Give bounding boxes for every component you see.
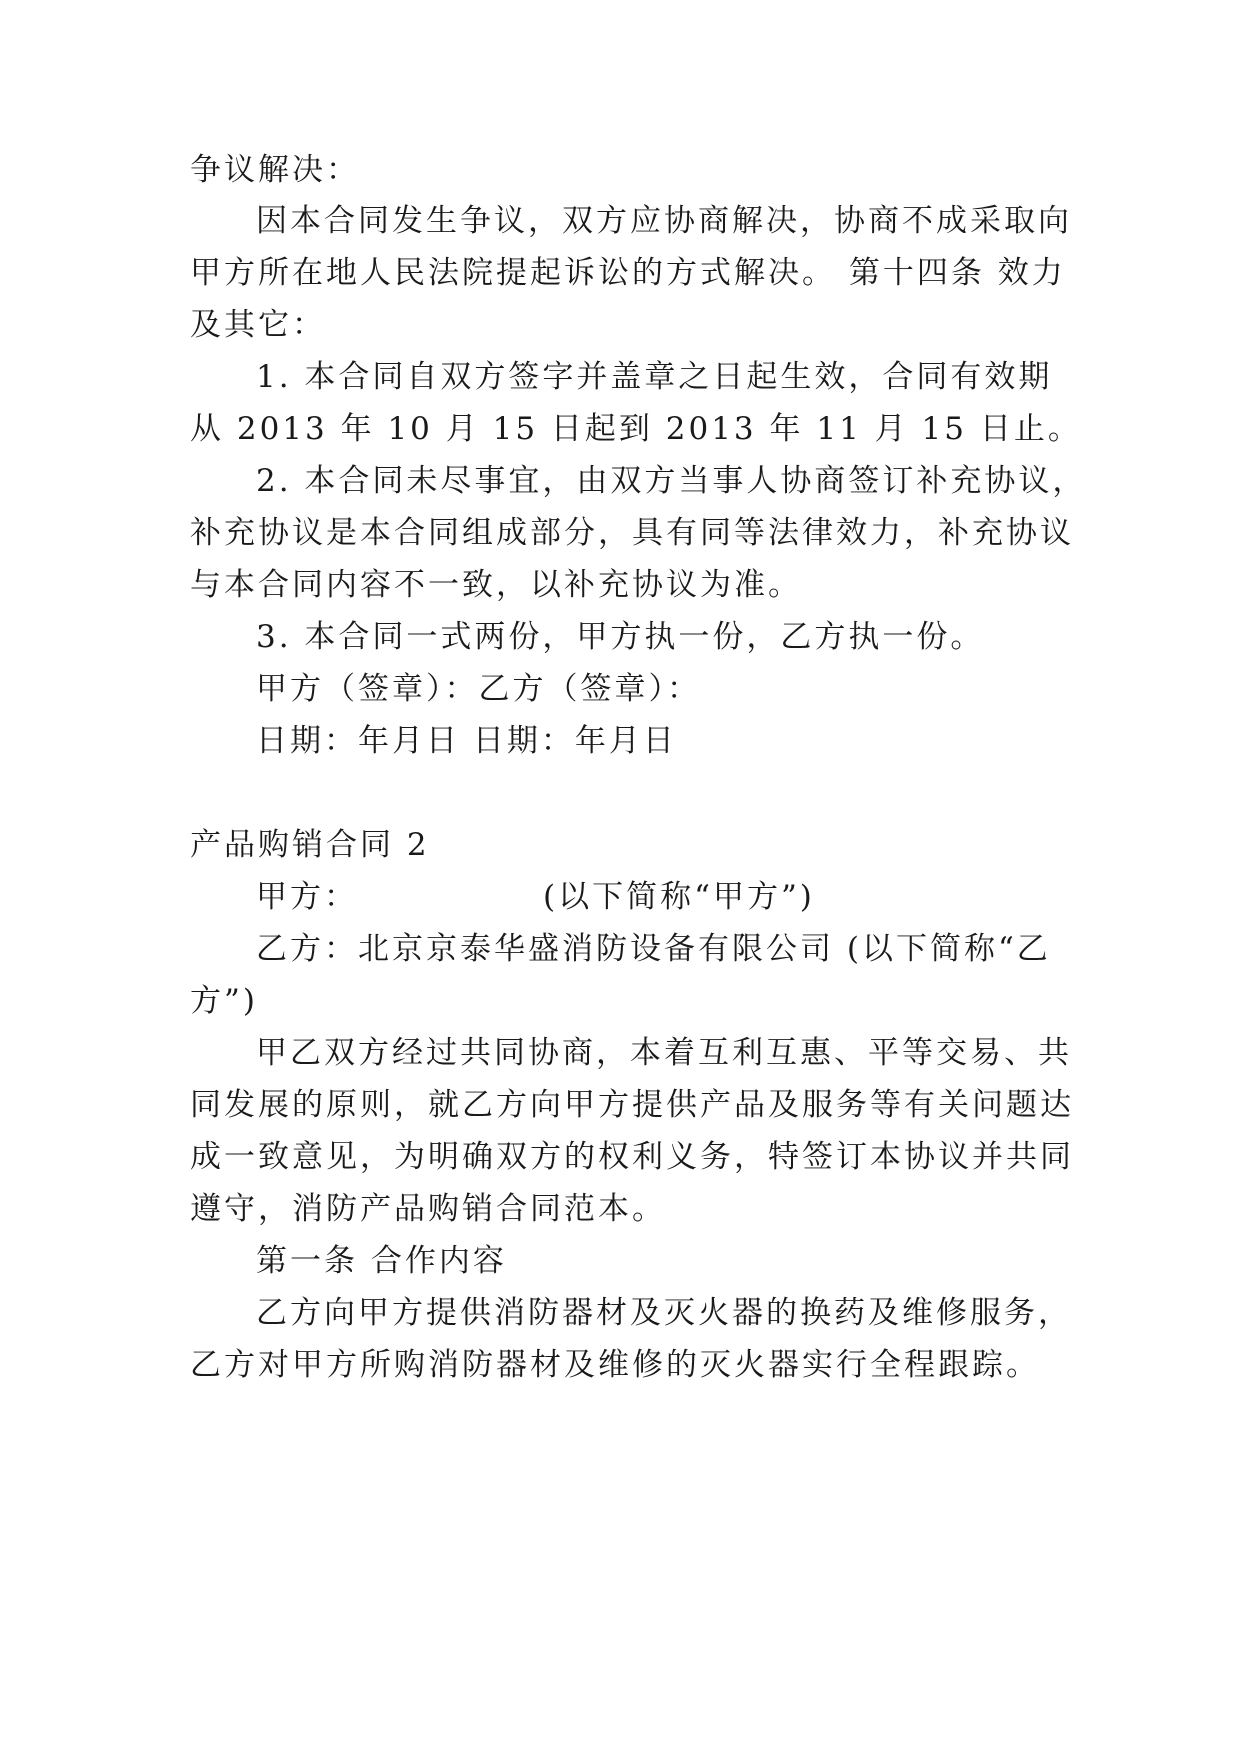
intro-paragraph-line: 同发展的原则，就乙方向甲方提供产品及服务等有关问题达 xyxy=(190,1087,1074,1123)
article-1-title: 第一条 合作内容 xyxy=(256,1243,507,1279)
dispute-heading: 争议解决： xyxy=(190,152,360,188)
clause-1-line: 从 2013 年 10 月 15 日起到 2013 年 11 月 15 日止。 xyxy=(190,411,1082,447)
dispute-paragraph-line: 及其它： xyxy=(190,307,326,343)
dispute-paragraph-line: 因本合同发生争议，双方应协商解决，协商不成采取向 xyxy=(256,203,1072,239)
party-b-line: 乙方：北京京泰华盛消防设备有限公司 (以下简称“乙 xyxy=(256,931,1051,967)
clause-2-line: 补充协议是本合同组成部分，具有同等法律效力，补充协议 xyxy=(190,515,1074,551)
party-b-line: 方”) xyxy=(190,983,258,1019)
party-a-label: 甲方： xyxy=(256,879,358,915)
clause-1-line: 1. 本合同自双方签字并盖章之日起生效，合同有效期 xyxy=(256,359,1053,395)
dispute-paragraph-line: 甲方所在地人民法院提起诉讼的方式解决。 第十四条 效力 xyxy=(190,255,1066,291)
party-a-alias: (以下简称“甲方”) xyxy=(543,879,815,915)
clause-3-line: 3. 本合同一式两份，甲方执一份，乙方执一份。 xyxy=(256,619,985,655)
clause-2-line: 2. 本合同未尽事宜，由双方当事人协商签订补充协议， xyxy=(256,463,1087,499)
party-a-line xyxy=(256,877,1050,917)
contract-title: 产品购销合同 2 xyxy=(190,827,430,863)
article-1-line: 乙方对甲方所购消防器材及维修的灭火器实行全程跟踪。 xyxy=(190,1347,1040,1383)
signature-line: 甲方（签章）：乙方（签章）： xyxy=(256,671,701,707)
clause-2-line: 与本合同内容不一致，以补充协议为准。 xyxy=(190,567,802,603)
intro-paragraph-line: 遵守，消防产品购销合同范本。 xyxy=(190,1191,666,1227)
intro-paragraph-line: 甲乙双方经过共同协商，本着互利互惠、平等交易、共 xyxy=(256,1035,1072,1071)
article-1-line: 乙方向甲方提供消防器材及灭火器的换药及维修服务， xyxy=(256,1295,1072,1331)
date-line: 日期：年月日 日期：年月日 xyxy=(256,723,677,759)
intro-paragraph-line: 成一致意见，为明确双方的权利义务，特签订本协议并共同 xyxy=(190,1139,1074,1175)
